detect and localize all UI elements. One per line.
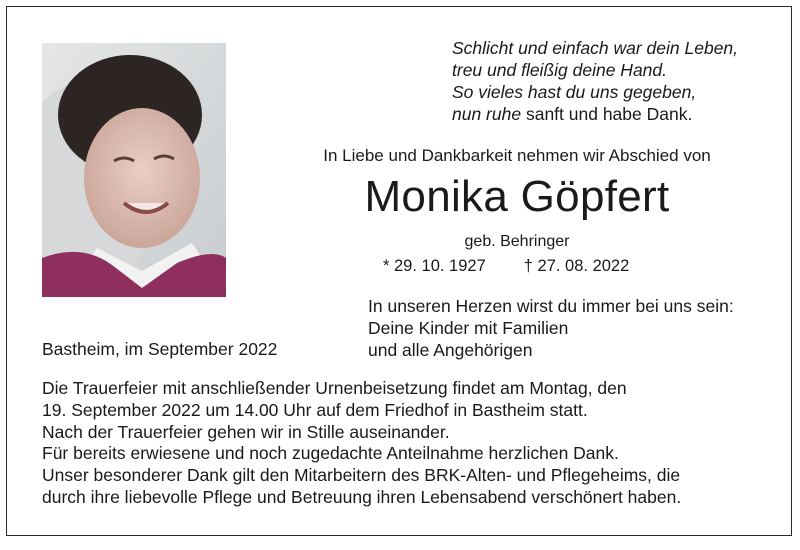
family-line: und alle Angehörigen bbox=[368, 340, 533, 360]
ceremony-line: 19. September 2022 um 14.00 Uhr auf dem Friedhof in Bastheim statt. bbox=[42, 399, 588, 420]
life-dates bbox=[383, 257, 629, 276]
ceremony-text bbox=[42, 378, 681, 509]
ceremony-line: Für bereits erwiesene und noch zugedachte Anteilnahme herzlichen Dank. bbox=[42, 443, 619, 464]
poem-line-italic: nun ruhe bbox=[452, 104, 522, 124]
poem-line bbox=[452, 103, 738, 125]
ceremony-line: Nach der Trauerfeier gehen wir in Stille auseinander. bbox=[42, 421, 450, 442]
poem-line: Schlicht und einfach war dein Leben, bbox=[452, 38, 739, 58]
poem-line-upright: sanft und habe Dank. bbox=[521, 104, 693, 124]
place-date: Bastheim, im September 2022 bbox=[42, 339, 278, 359]
ceremony-line: Unser besonderer Dank gilt den Mitarbeitern des BRK-Alten- und Pflegeheims, die bbox=[42, 465, 681, 486]
family-signature bbox=[368, 295, 734, 361]
birth-date: * 29. 10. 1927 bbox=[383, 257, 486, 275]
portrait-photo bbox=[42, 43, 226, 297]
family-line: In unseren Herzen wirst du immer bei uns sein: bbox=[368, 296, 734, 316]
poem-line: So vieles hast du uns gegeben, bbox=[452, 82, 697, 102]
maiden-name: geb. Behringer bbox=[464, 233, 570, 250]
intro-text: In Liebe und Dankbarkeit nehmen wir Abschied von bbox=[323, 146, 711, 165]
deceased-name: Monika Göpfert bbox=[364, 172, 670, 221]
poem-line: treu und fleißig deine Hand. bbox=[452, 60, 667, 80]
ceremony-line: Die Trauerfeier mit anschließender Urnenbeisetzung findet am Montag, den bbox=[42, 378, 627, 398]
death-date: † 27. 08. 2022 bbox=[523, 257, 630, 275]
poem bbox=[452, 37, 738, 125]
family-line: Deine Kinder mit Familien bbox=[368, 318, 569, 338]
obituary-card bbox=[6, 6, 792, 536]
ceremony-line: durch ihre liebevolle Pflege und Betreuung ihren Lebensabend verschönert haben. bbox=[42, 486, 682, 507]
